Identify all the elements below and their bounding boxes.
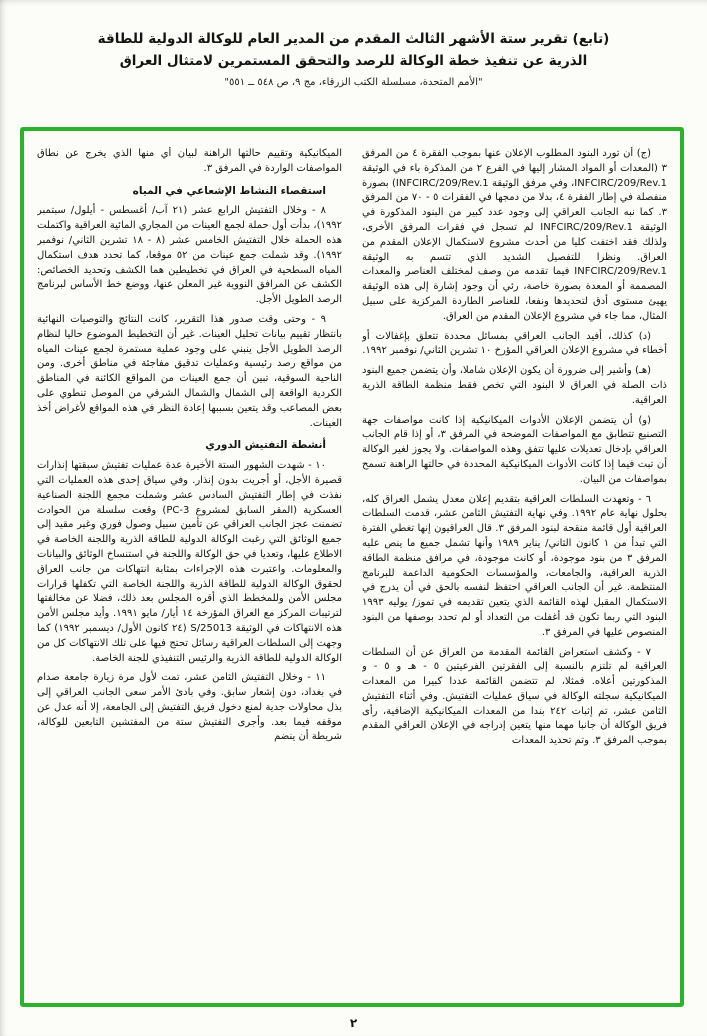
document-header xyxy=(0,28,707,88)
paragraph-6: ٦ - وتعهدت السلطات العراقية بتقديم إعلان معدل يشمل العراق كله، بحلول نهاية عام ١٩٩٢. وفي نهاية التفتيش الثامن عشر، قدمت السلطات العراقية أول قائمة منقحة لبنود المرفق ٣. قال العراقيون إنها تغطي الفترة التي تبدأ من ١ كانون الثاني/ يناير ١٩٨٩ وأنها تشمل جميع ما ينص عليه المرفق ٣ من بنود موجودة، أو كانت موجودة، في مرافق منظمة الطاقة الذرية العراقية، والجامعات، والمؤسسات الحكومية الداعمة للبرنامج المنتظمة. غير أن الجانب العراقي احتفظ لنفسه بالحق في أن يدرج في الاستكمال المقبل لهذه القائمة الذي يتعين تقديمه في تموز/ يوليه ١٩٩٣ البنود التي ربما تكون قد أغفلت من التعداد أو لم تحدد بوصفها من البنود المنصوص عليها في المرفق ٣. xyxy=(362,493,667,638)
paragraph-10: ١٠ - شهدت الشهور الستة الأخيرة عدة عمليات تفتيش سبقتها إنذارات قصيرة الأجل، أو أجريت بدون إنذار. وفي سياق إحدى هذه العمليات التي نفذت في إطار التفتيش السادس عشر وشملت مجمع اللجنة الصناعية العسكرية (المقر السابق لمشروع PC-3) وقعت سلسلة من الحوادث تضمنت عجز الجانب العراقي عن تأمين سبيل وصول فوري وغير مقيد إلى جميع الوثائق التي رغبت الوكالة الدولية للطاقة الذرية واللجنة الخاصة في الاطلاع عليها، وتعديا في حق الوكالة واللجنة في استنساخ الوثائق والبيانات والمعلومات. واعتبرت هذه الإجراءات بمثابة انتهاكات من جانب العراق لحقوق الوكالة الدولية للطاقة الذرية واللجنة الخاصة التي تكفلها قرارات مجلس الأمن وللمخطط الذي أقره المجلس بعد ذلك، فضلا عن مخالفتها لترتيبات المركز مع العراق المؤرخة ١٤ أيار/ مايو ١٩٩١. وأيد مجلس الأمن هذه الانتهاكات في الوثيقة S/25013 (٢٤ كانون الأول/ ديسمبر ١٩٩٢) كما وجهت إلى السلطات العراقية رسائل تحتج فيها على تلك الانتهاكات كل من الوكالة الدولية للطاقة الذرية والرئيس التنفيذي للجنة الخاصة. xyxy=(37,460,342,664)
text-column-right xyxy=(362,147,667,995)
section-heading-water-survey: استقصاء النشاط الإشعاعي في المياه xyxy=(132,184,326,197)
paragraph-8: ٨ - وخلال التفتيش الرابع عشر (٢١ آب/ أغسطس - أيلول/ سبتمبر ١٩٩٢)، بدأت أول حملة لجمع العينات من المجاري المائية العراقية واكتملت هذه الحملة خلال التفتيش الخامس عشر (٨ - ١٨ تشرين الثاني/ نوفمبر ١٩٩٢). وقد شملت جمع عينات من ٥٢ موقعا، كما تحدد هدف استكمال المياه السطحية في العراق في تخطيطين هما الكشف وتحديد الخصائص: الكشف عن المرافق النووية غير المعلن عنها، ووضع خط الأساس لبرنامج الرصد الطويل الأجل. xyxy=(37,205,342,306)
page-number: ٢ xyxy=(349,1016,358,1030)
document-title-line-2: الذرية عن تنفيذ خطة الوكالة للرصد والتحقق المستمرين لامتثال العراق xyxy=(119,53,588,69)
paragraph-7: ٧ - وكشف استعراض القائمة المقدمة من العراق عن أن السلطات العراقية لم تلتزم بالنسبة إلى الفقرتين الفرعيتين ٥ - هـ و ٥ - و المذكورتين أعلاه. فمثلا، لم تتضمن القائمة عددا كبيرا من المعدات الميكانيكية سجلته الوكالة في سياق عمليات التفتيش. وفي أثناء التفتيش الثامن عشر، تم إثبات ٢٤٢ بندا من المعدات الميكانيكية الإضافية، رأى فريق الوكالة أن جانبا مهما منها يتعين إدراجه في الإعلان العراقي المقدم بموجب المرفق ٣. وتم تحديد المعدات xyxy=(362,646,667,747)
paragraph-item-d: (د) كذلك، أفيد الجانب العراقي بمسائل محددة تتعلق بإغفالات أو أخطاء في مشروع الإعلان العراقي المؤرخ ١٠ تشرين الثاني/ نوفمبر ١٩٩٢. xyxy=(362,330,667,357)
paragraph-9: ٩ - وحتى وقت صدور هذا التقرير، كانت النتائج والتوصيات النهائية بانتظار تقييم بيانات تحليل العينات. غير أن التخطيط الموضوع حاليا لنظام الرصد الطويل الأجل ينبني على وجود عملية مستمرة لجمع عينات المياه من مواقع رصد رئيسية وعمليات تدقيق مفاجئة في مناطق أخرى. ومن الناحية السوقية، تبين أن جمع العينات من المواقع الكائنة في المناطق الكردية الواقعة إلى الشمال والشمال الشرقي من الموصل تنطوي على بعض المصاعب وقد يتعين بسببها إعادة النظر في هذه المواقع لأغراض أخذ العينات. xyxy=(37,313,342,429)
section-heading-periodic-inspection: أنشطة التفتيش الدوري xyxy=(205,439,326,452)
paragraph-item-h: (هـ) وأشير إلى ضرورة أن يكون الإعلان شاملا، وأن يتضمن جميع البنود ذات الصلة في العراق لا البنود التي تخص فقط منظمة الطاقة الذرية العراقية. xyxy=(362,365,667,406)
paragraph-11: ١١ - وخلال التفتيش الثامن عشر، تمت لأول مرة زيارة جامعة صدام في بغداد، دون إشعار سابق. وفي بادئ الأمر سعى الجانب العراقي إلى بذل محاولات جدية لمنع دخول فريق التفتيش إلى الجامعة، إلا أنه عدل عن موقفه فيما بعد. وأجرى التفتيش ستة من المفتشين التابعين للوكالة، شريطة أن ينضم xyxy=(37,672,342,743)
document-title-line-1: (تابع) تقرير ستة الأشهر الثالث المقدم من المدير العام للوكالة الدولية للطاقة xyxy=(97,31,610,47)
source-citation: "الأمم المتحدة، مسلسلة الكتب الزرقاء، مج ٩، ص ٥٤٨ ــ ٥٥١" xyxy=(224,77,483,88)
paragraph-item-j: (ج) أن تورد البنود المطلوب الإعلان عنها بموجب الفقرة ٤ من المرفق ٣ (المعدات أو المواد المشار إليها في الفرع ٢ من المذكرة باء في الوثيقة INFCIRC/209/Rev.1، وفي مرفق الوثيقة INFCIRC/209/Rev.1) بصورة منفصلة في إطار الفقرة ٤، بدلا من دمجها في الفقرات ٥ - ٧٠ من المرفق ٣. كما نبه الجانب العراقي إلى وجود عدد كبير من البنود المذكورة في الوثيقة INFCIRC/209/Rev.1 لم تسجل في فقرات المرفق الأخرى، ولذلك فقد اختفت كليا من أحدث مشروع لاستكمال الإعلان المقدم من العراق. ونظرا للتفصيل الشديد الذي تتسم به الوثيقة INFCIRC/209/Rev.1 فيما تقدمه من وصف لمختلف العناصر والمعدات المصممة أو المعدة بصورة خاصة، رئي أن وجود إشارة إلى هذه الوثيقة يهيئ مستوى أدق لتحديدها ونفعا، للعناصر الطاردة المركزية على سبيل المثال، مما جاء في مشروع الإعلان المقدم من العراق. xyxy=(362,148,667,322)
paragraph-continuation: الميكانيكية وتقييم حالتها الراهنة لبيان أي منها الذي يخرج عن نطاق المواصفات الواردة في المرفق ٣. xyxy=(37,148,342,174)
paragraph-item-w: (و) أن يتضمن الإعلان الأدوات الميكانيكية إذا كانت مواصفات جهة التصنيع تتطابق مع المواصفات الموضحة في المرفق ٣، أو إذا قام الجانب العراقي بإدخال تعديلات عليها تتفق وهذه المواصفات. ولا يجوز لغير الوكالة أن تبت فيما إذا كانت الأدوات الميكانيكية المحددة في حالتها الراهنة تسمح بمواصفات من البيان. xyxy=(362,414,667,485)
text-column-left xyxy=(37,147,342,995)
highlight-annotation-box xyxy=(20,127,684,1007)
